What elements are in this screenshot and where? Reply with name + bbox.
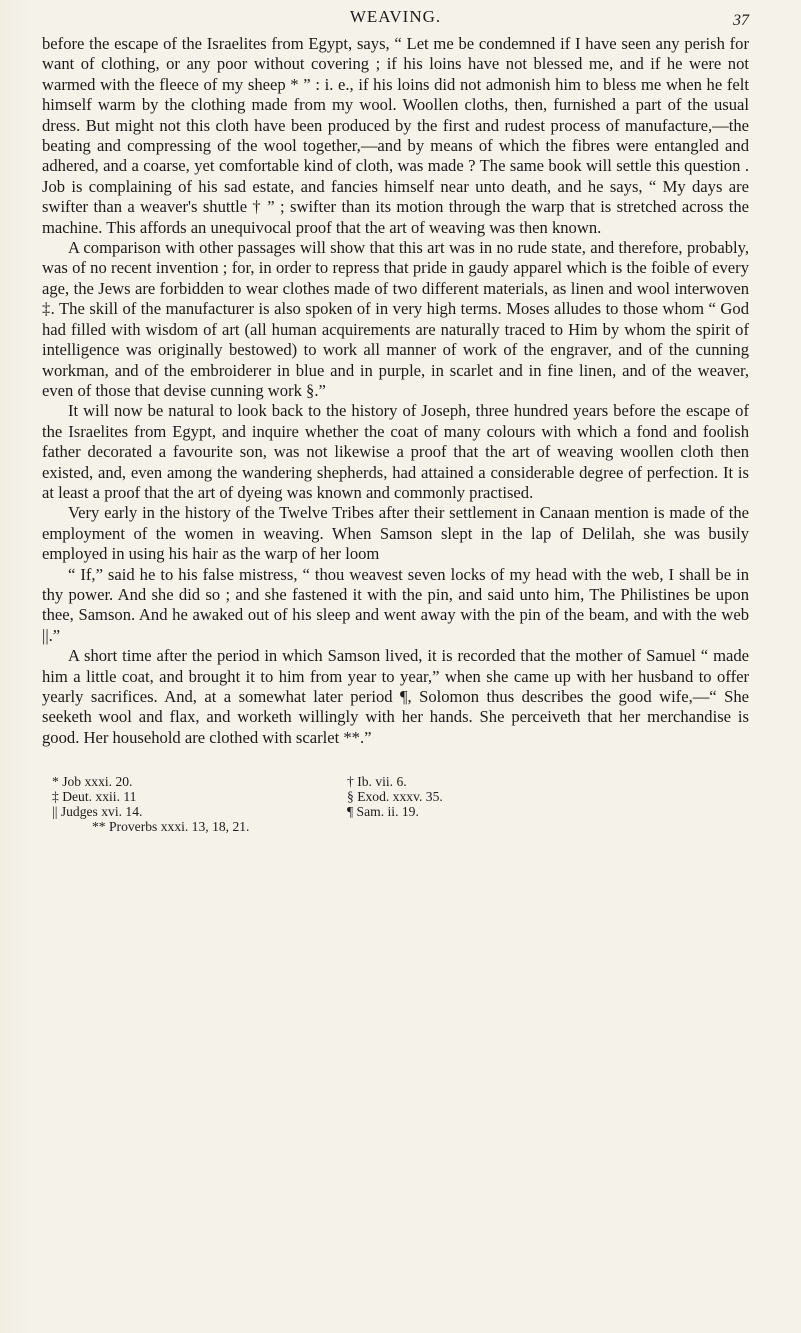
footnote-left: || Judges xvi. 14. xyxy=(52,804,143,820)
page-number: 37 xyxy=(733,12,749,29)
footnote-row xyxy=(52,804,749,819)
body-text xyxy=(42,34,749,748)
page-header xyxy=(42,0,749,34)
footnote-right: ¶ Sam. ii. 19. xyxy=(347,804,419,820)
running-title: WEAVING. xyxy=(349,7,442,26)
footnote-row xyxy=(52,789,749,804)
footnote-right: § Exod. xxxv. 35. xyxy=(347,789,443,805)
footnote-left: * Job xxxi. 20. xyxy=(52,774,133,790)
paragraph-6: A short time after the period in which Samson lived, it is recorded that the mother of Samuel “ made him a little coat, and brought it to him from year to year,” when she came up with her husband to offer yearly sacrifices. And, at a somewhat later period ¶, Solomon thus describes the good wife,—“ She seeketh wool and flax, and worketh willingly with her hands. She perceiveth that her merchandise is good. Her household are clothed with scarlet **.” xyxy=(42,646,749,747)
paragraph-3: It will now be natural to look back to the history of Joseph, three hundred years before the escape of the Israelites from Egypt, and inquire whether the coat of many colours with which a fond and foolish father decorated a favourite son, was not likewise a proof that the art of weaving woollen cloth then existed, and, even among the wandering shepherds, had attained a considerable degree of perfection. It is at least a proof that the art of dyeing was known and commonly practised. xyxy=(42,401,749,502)
paragraph-1: before the escape of the Israelites from Egypt, says, “ Let me be condemned if I have seen any perish for want of clothing, or any poor without covering ; if his loins have not blessed me, and if he were not warmed with the fleece of my sheep * ” : i. e., if his loins did not admonish him to bless me when he felt himself warm by the clothing made from my wool. Woollen cloths, then, furnished a part of the usual dress. But might not this cloth have been produced by the first and rudest process of manufacture,—the beating and compressing of the wool together,—and by means of which the fibres were entangled and adhered, and a coarse, yet comfortable kind of cloth, was made ? The same book will settle this question . Job is complaining of his sad estate, and fancies himself near unto death, and he says, “ My days are swifter than a weaver's shuttle † ” ; swifter than its motion through the warp that is stretched across the machine. This affords an unequivocal proof that the art of weaving was then known. xyxy=(42,34,749,237)
paragraph-2: A comparison with other passages will show that this art was in no rude state, and therefore, probably, was of no recent invention ; for, in order to repress that pride in gaudy apparel which is the foible of every age, the Jews are forbidden to wear clothes made of two different materials, as linen and wool interwoven ‡. The skill of the manufacturer is also spoken of in very high terms. Moses alludes to those whom “ God had filled with wisdom of art (all human acquirements are naturally traced to Him by whom the spirit of intelligence was originally bestowed) to work all manner of work of the engraver, and of the cunning workman, and of the embroiderer in blue and in purple, in scarlet and in fine linen, and of the weaver, even of those that devise cunning work §.” xyxy=(42,238,749,400)
paragraph-4: Very early in the history of the Twelve Tribes after their settlement in Canaan mention is made of the employment of the women in weaving. When Samson slept in the lap of Delilah, she was busily employed in using his hair as the warp of her loom xyxy=(42,503,749,564)
footnote-row xyxy=(52,774,749,789)
footnotes xyxy=(42,774,749,834)
footnote-right: † Ib. vii. 6. xyxy=(347,774,407,790)
paragraph-5: “ If,” said he to his false mistress, “ thou weavest seven locks of my head with the web, I shall be in thy power. And she did so ; and she fastened it with the pin, and said unto him, The Philistines be upon thee, Samson. And he awaked out of his sleep and went away with the pin of the beam, and with the web ||.” xyxy=(42,564,749,645)
footnote-left: ‡ Deut. xxii. 11 xyxy=(52,789,137,805)
footnote-last: ** Proverbs xxxi. 13, 18, 21. xyxy=(92,819,250,835)
page-edge-shadow xyxy=(0,0,30,1333)
